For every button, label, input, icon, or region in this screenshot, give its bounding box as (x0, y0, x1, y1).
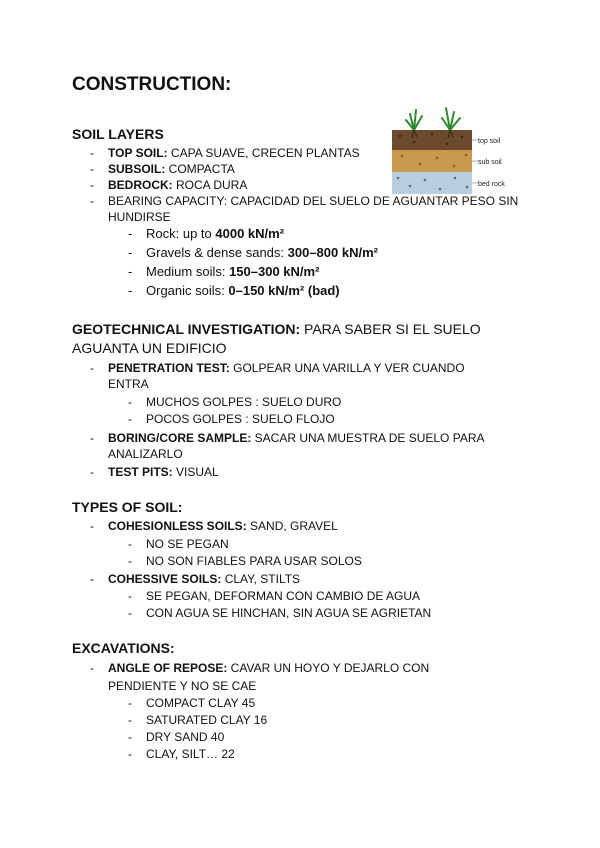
list-item-compact-clay: - COMPACT CLAY 45 (128, 696, 256, 710)
geotech-heading: GEOTECHNICAL INVESTIGATION: PARA SABER SI EL SUELO AGUANTA UN EDIFICIO (72, 321, 481, 356)
list-item-test-pits: - TEST PITS: VISUAL (90, 465, 219, 479)
bed-rock-figure-label: bed rock (478, 181, 505, 188)
list-item-angle-of-repose: - ANGLE OF REPOSE: CAVAR UN HOYO Y DEJARLO CON PENDIENTE Y NO SE CAE (90, 661, 430, 693)
list-item-saturated-clay: - SATURATED CLAY 16 (128, 713, 268, 727)
soil-layers-heading: SOIL LAYERS (72, 126, 164, 142)
list-item-muchos-golpes: - MUCHOS GOLPES : SUELO DURO (128, 395, 342, 409)
capacity-medium: - Medium soils: 150–300 kN/m² (128, 264, 320, 279)
list-item-se-hinchan: - CON AGUA SE HINCHAN, SIN AGUA SE AGRIETAN (128, 606, 432, 620)
list-item-boring-sample: - BORING/CORE SAMPLE: SACAR UNA MUESTRA DE SUELO PARA ANALIZARLO (90, 431, 484, 461)
list-item-no-fiables: - NO SON FIABLES PARA USAR SOLOS (128, 554, 362, 568)
top-soil-figure-label: top soil (478, 138, 501, 145)
list-item-cohesive: - COHESSIVE SOILS: CLAY, STILTS (90, 572, 301, 586)
list-item-cohesionless: - COHESIONLESS SOILS: SAND, GRAVEL (90, 519, 338, 533)
sub-soil-figure-label: sub soil (478, 159, 502, 166)
excavations-heading: EXCAVATIONS: (72, 640, 175, 656)
list-item-se-pegan: - SE PEGAN, DEFORMAN CON CAMBIO DE AGUA (128, 589, 421, 603)
list-item-top-soil: - TOP SOIL: CAPA SUAVE, CRECEN PLANTAS (90, 146, 360, 160)
list-item-bedrock: - BEDROCK: ROCA DURA (90, 178, 248, 192)
list-item-clay-silt: - CLAY, SILT… 22 (128, 747, 235, 761)
page-title: CONSTRUCTION: (72, 74, 232, 95)
list-item-pocos-golpes: - POCOS GOLPES : SUELO FLOJO (128, 412, 335, 426)
list-item-penetration-test: - PENETRATION TEST: GOLPEAR UNA VARILLA Y VER CUANDO ENTRA (90, 361, 465, 391)
list-item-bearing-capacity: - BEARING CAPACITY: CAPACIDAD DEL SUELO DE AGUANTAR PESO SIN HUNDIRSE (90, 194, 519, 224)
types-heading: TYPES OF SOIL: (72, 499, 183, 515)
capacity-gravels: - Gravels & dense sands: 300–800 kN/m² (128, 245, 378, 260)
list-item-dry-sand: - DRY SAND 40 (128, 730, 225, 744)
capacity-rock: - Rock: up to 4000 kN/m² (128, 226, 285, 241)
list-item-no-se-pegan: - NO SE PEGAN (128, 537, 229, 551)
list-item-subsoil: - SUBSOIL: COMPACTA (90, 162, 235, 176)
capacity-organic: - Organic soils: 0–150 kN/m² (bad) (128, 283, 340, 298)
